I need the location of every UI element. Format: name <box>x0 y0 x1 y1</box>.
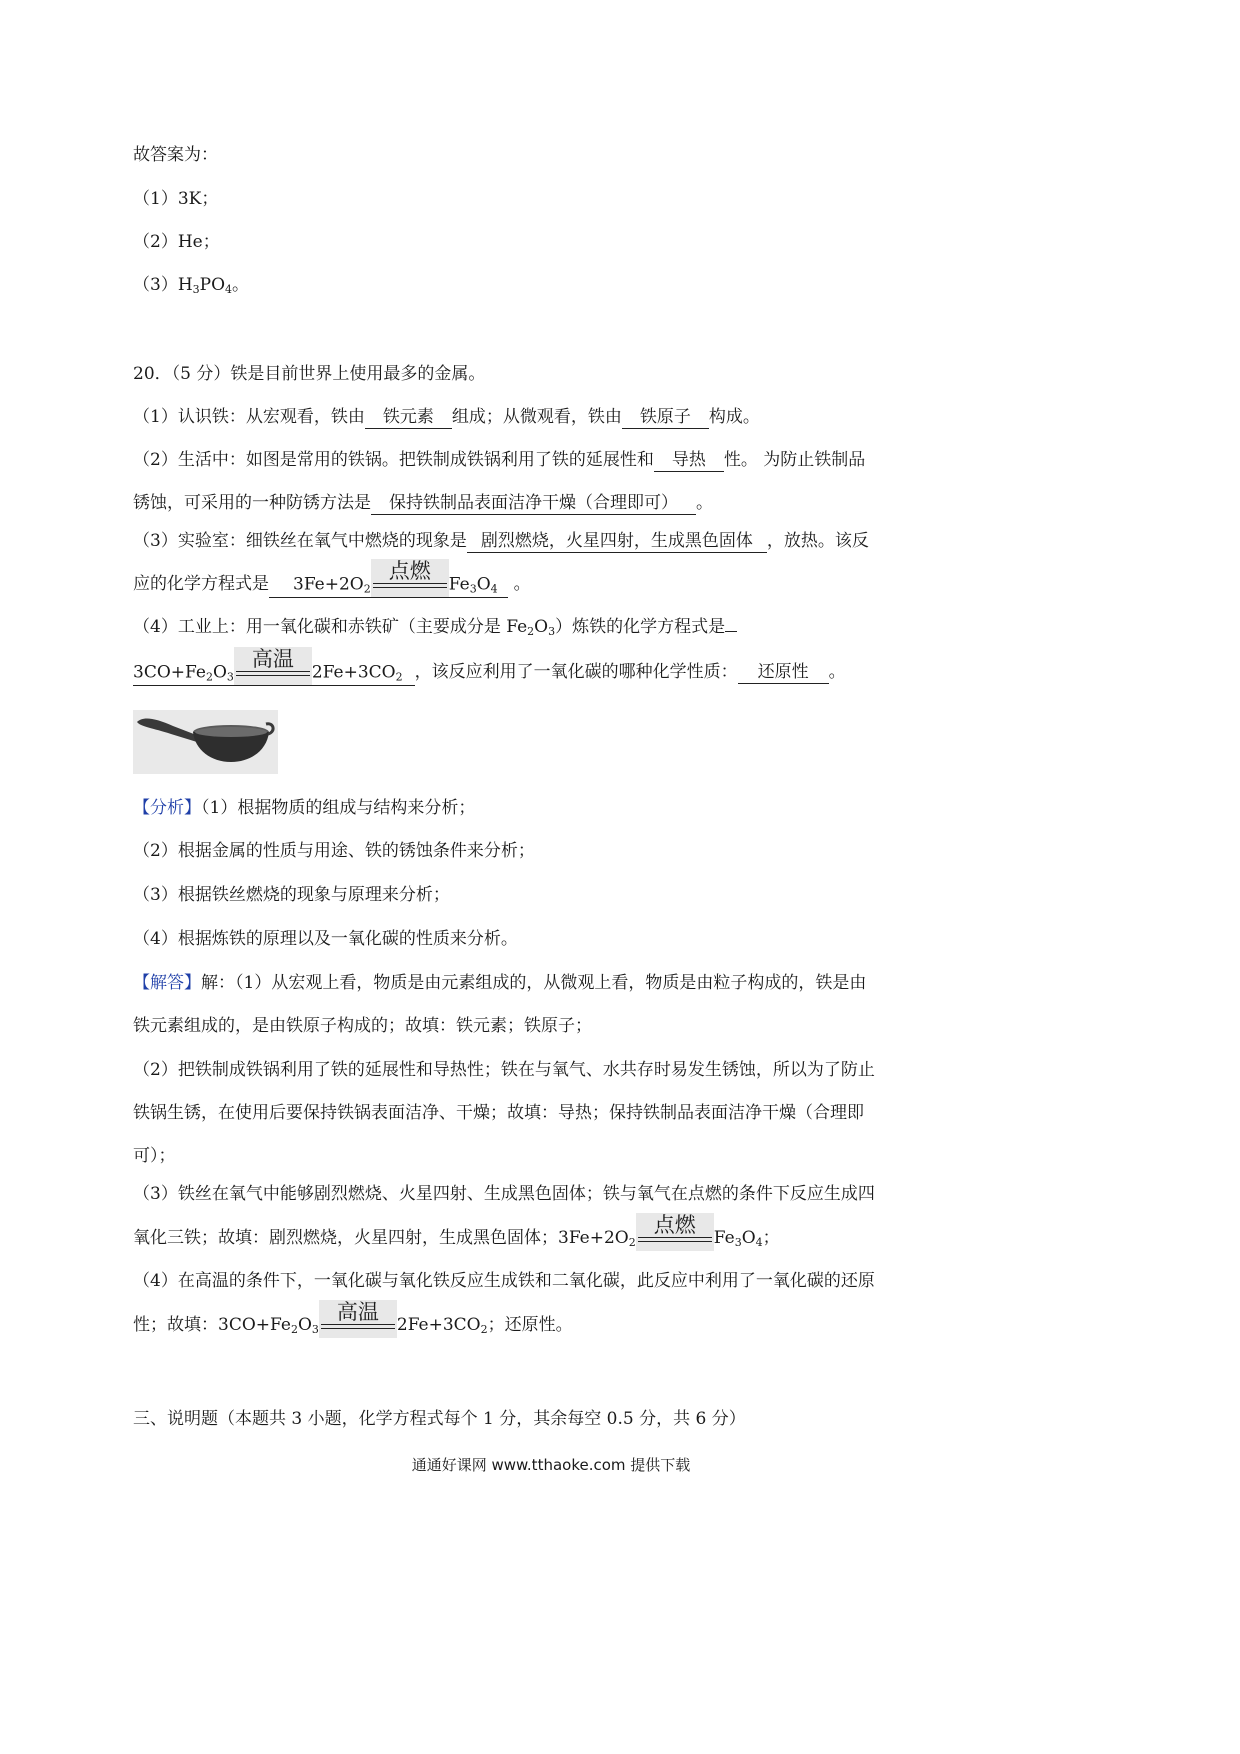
analysis-line-3: （3）根据铁丝燃烧的现象与原理来分析； <box>133 885 450 905</box>
question-part-2-cont: 锈蚀，可采用的一种防锈方法是 保持铁制品表面洁净干燥（合理即可） 。 <box>133 493 713 513</box>
answer-blank: 还原性 <box>738 661 829 684</box>
answer-intro: 故答案为： <box>133 145 218 165</box>
question-part-4-eq: $3CO+Fe_2O_3$ 高温 $2Fe+3CO_2$ ，该反应利用了一氧化碳的哪种化学性质： 还原性 。 <box>133 660 846 686</box>
answer-3: $(3)H_3PO_4$。 <box>133 275 250 296</box>
solution-line: （2）把铁制成铁锅利用了铁的延展性和导热性；铁在与氧气、水共存时易发生锈蚀，所以为了防止 <box>133 1060 875 1080</box>
reaction-condition: 高温 <box>234 661 312 685</box>
equation-answer: $3CO+Fe_2O_3$ 高温 $2Fe+3CO_2$ <box>133 661 415 686</box>
solution-line: （3）铁丝在氧气中能够剧烈燃烧、火星四射、生成黑色固体；铁与氧气在点燃的条件下反应生成四 <box>133 1184 875 1204</box>
analysis-line-1: 【分析】（1）根据物质的组成与结构来分析； <box>133 798 476 818</box>
question-part-3-eq: 应的化学方程式是 $3Fe+2O_2$ 点燃 $Fe_3O_4$ 。 <box>133 572 531 598</box>
solution-line-eq: 性；故填：$3CO+Fe_2O_3$ 高温 $2Fe+3CO_2$；还原性。 <box>133 1299 573 1336</box>
answer-blank: 铁元素 <box>365 406 452 429</box>
solution-line: （4）在高温的条件下，一氧化碳与氧化铁反应生成铁和二氧化碳，此反应中利用了一氧化碳的还原 <box>133 1271 875 1291</box>
solution-line: 铁元素组成的，是由铁原子构成的；故填：铁元素；铁原子； <box>133 1016 592 1036</box>
analysis-tag: 【分析】 <box>133 798 201 818</box>
solution-line: 【解答】解：（1）从宏观上看，物质是由元素组成的，从微观上看，物质是由粒子构成的，铁是由 <box>133 973 867 993</box>
reaction-condition: 点燃 <box>636 1227 714 1251</box>
solution-line: 铁锅生锈，在使用后要保持铁锅表面洁净、干燥；故填：导热；保持铁制品表面洁净干燥（合理即 <box>133 1103 864 1123</box>
question-part-2: （2）生活中：如图是常用的铁锅。把铁制成铁锅利用了铁的延展性和 导热 性。 为防止铁制品 <box>133 450 866 470</box>
question-part-1: （1）认识铁：从宏观看，铁由 铁元素 组成；从微观看，铁由 铁原子 构成。 <box>133 407 760 427</box>
answer-1: （1）3K； <box>133 189 219 209</box>
solution-line-eq: 氧化三铁；故填：剧烈燃烧，火星四射，生成黑色固体；$3Fe+2O_2$ 点燃 $Fe_3O_4$； <box>133 1212 780 1249</box>
analysis-line-4: （4）根据炼铁的原理以及一氧化碳的性质来分析。 <box>133 929 518 949</box>
analysis-line-2: （2）根据金属的性质与用途、铁的锈蚀条件来分析； <box>133 841 535 861</box>
answer-blank: 剧烈燃烧，火星四射，生成黑色固体 <box>467 530 767 553</box>
solution-line: 可）； <box>133 1146 176 1166</box>
reaction-condition: 点燃 <box>371 573 449 597</box>
reaction-condition: 高温 <box>319 1314 397 1338</box>
wok-image <box>133 710 278 774</box>
page-footer: 通通好课网 www.tthaoke.com 提供下载 <box>411 1456 691 1474</box>
answer-2: （2）He； <box>133 232 220 252</box>
solution-tag: 【解答】 <box>133 973 201 993</box>
question-part-4: （4）工业上：用一氧化碳和赤铁矿（主要成分是 $Fe_2O_3$）炼铁的化学方程式是 <box>133 615 737 639</box>
section-title: 三、说明题（本题共 3 小题，化学方程式每个 1 分，其余每空 0.5 分，共 6 分） <box>133 1409 746 1429</box>
question-part-3: （3）实验室：细铁丝在氧气中燃烧的现象是 剧烈燃烧，火星四射，生成黑色固体 ，放热。该反 <box>133 531 869 551</box>
answer-blank: 保持铁制品表面洁净干燥（合理即可） <box>371 492 696 515</box>
answer-blank: 铁原子 <box>622 406 709 429</box>
equation-answer: $3Fe+2O_2$ 点燃 $Fe_3O_4$ <box>269 573 508 598</box>
answer-blank: 导热 <box>654 449 724 472</box>
question-title: 20．（5 分）铁是目前世界上使用最多的金属。 <box>133 364 486 384</box>
